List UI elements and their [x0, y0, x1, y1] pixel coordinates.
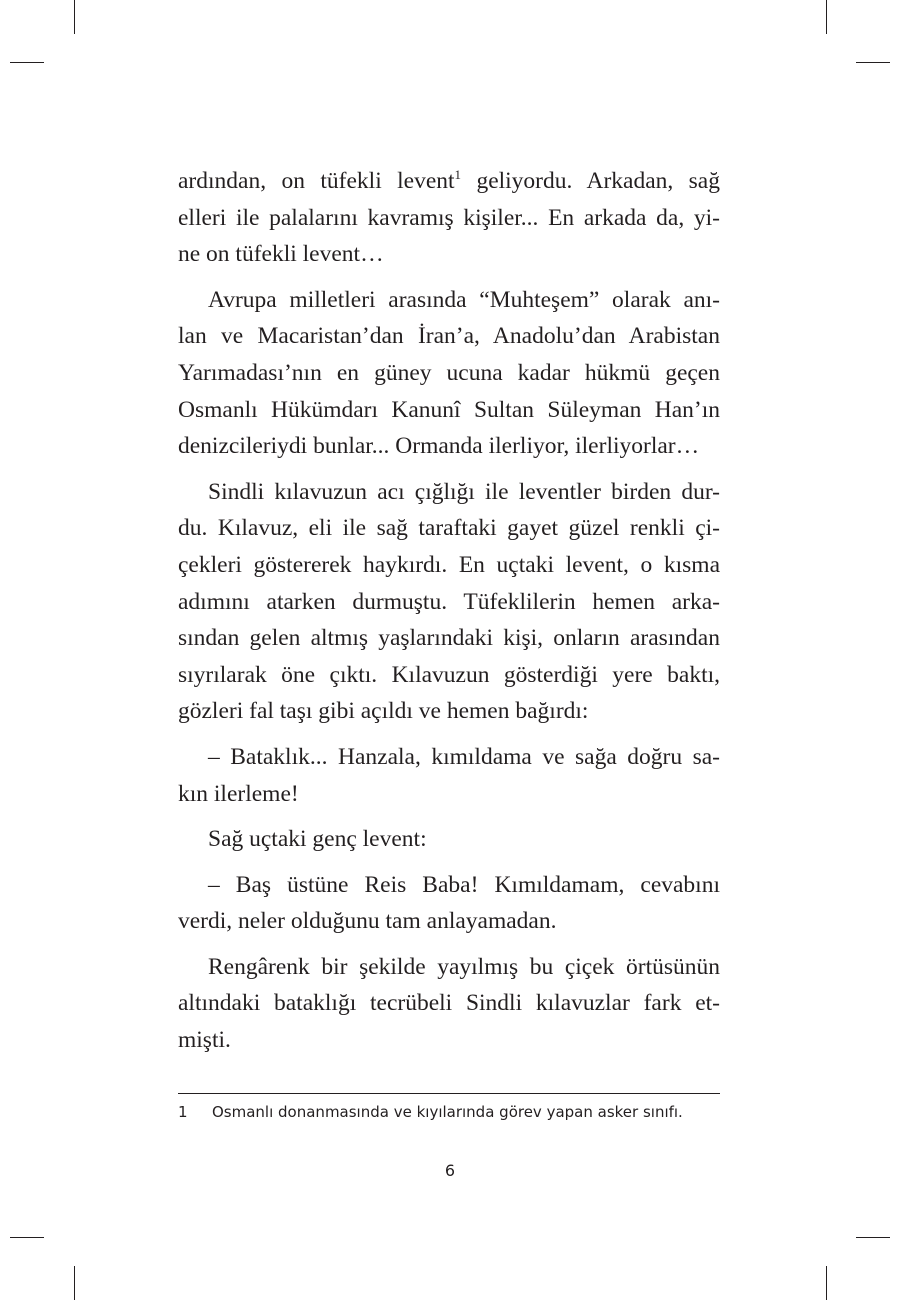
line-text: Sağ uçtaki genç levent: [208, 826, 427, 853]
text-line [178, 821, 720, 858]
footnote-text: Osmanlı donanmasında ve kıyılarında görev yapan asker sınıfı. [212, 1103, 683, 1121]
crop-mark-left-top [10, 62, 44, 63]
text-line [178, 392, 720, 429]
text-line [178, 474, 720, 511]
paragraph [178, 821, 720, 858]
line-text: çekleri göstererek haykırdı. En uçtaki levent, o kısma [178, 551, 720, 578]
text-line [178, 620, 720, 657]
crop-mark-bottom-right [826, 1266, 827, 1300]
paragraph [178, 739, 720, 812]
crop-mark-bottom-left [74, 1266, 75, 1300]
line-text: ardından, on tüfekli levent [178, 168, 455, 194]
text-line [178, 584, 720, 621]
text-line [178, 547, 720, 584]
text-line [178, 200, 720, 237]
line-text: lan ve Macaristan’dan İran’a, Anadolu’dan Arabistan [178, 323, 720, 350]
line-text: denizcileriydi bunlar... Ormanda ilerliyor, ilerliyorlar… [178, 433, 700, 460]
text-line [178, 903, 720, 940]
paragraph [178, 949, 720, 1059]
line-text: – Bataklık... Hanzala, kımıldama ve sağa doğru sa- [208, 743, 720, 770]
text-line [178, 355, 720, 392]
line-text: verdi, neler olduğunu tam anlayamadan. [178, 908, 557, 935]
footnote-divider [178, 1093, 720, 1094]
line-text: Sindli kılavuzun acı çığlığı ile leventler birden dur- [208, 478, 720, 505]
text-line [178, 949, 720, 986]
text-line [178, 867, 720, 904]
line-text: ne on tüfekli levent… [178, 241, 384, 268]
page-number: 6 [444, 1161, 456, 1180]
paragraph [178, 282, 720, 465]
line-text: adımını atarken durmuştu. Tüfeklilerin hemen arka- [178, 588, 720, 615]
line-text-tail: geliyordu. Arkadan, sağ [461, 168, 720, 194]
paragraph [178, 474, 720, 730]
text-line [178, 282, 720, 319]
text-line [178, 985, 720, 1022]
line-text: sından gelen altmış yaşlarındaki kişi, onların arasından [178, 625, 720, 652]
line-text: – Baş üstüne Reis Baba! Kımıldamam, cevabını [208, 871, 720, 898]
footnote-number: 1 [178, 1103, 188, 1121]
line-text: Rengârenk bir şekilde yayılmış bu çiçek örtüsünün [208, 953, 720, 980]
text-line [178, 657, 720, 694]
paragraph [178, 163, 720, 273]
crop-mark-top-right [826, 0, 827, 34]
footnote [178, 1101, 720, 1123]
text-line [178, 776, 720, 813]
text-line [178, 428, 720, 465]
line-text: mişti. [178, 1027, 231, 1054]
crop-mark-left-bottom [10, 1237, 44, 1238]
line-text: Yarımadası’nın en güney ucuna kadar hükmü geçen [178, 359, 720, 386]
text-line [178, 693, 720, 730]
text-line [178, 1022, 720, 1059]
footnote-reference: 1 [454, 167, 462, 182]
line-text: Osmanlı Hükümdarı Kanunî Sultan Süleyman Han’ın [178, 396, 720, 423]
line-text: gözleri fal taşı gibi açıldı ve hemen bağırdı: [178, 698, 589, 725]
text-line [178, 318, 720, 355]
crop-mark-right-bottom [856, 1237, 890, 1238]
crop-mark-top-left [74, 0, 75, 34]
line-text: du. Kılavuz, eli ile sağ taraftaki gayet güzel renkli çi- [178, 515, 720, 542]
crop-mark-right-top [856, 62, 890, 63]
text-line [178, 163, 720, 200]
line-text: kın ilerleme! [178, 780, 299, 807]
line-text: elleri ile palalarını kavramış kişiler... En arkada da, yi- [178, 204, 720, 231]
body-text [178, 163, 720, 1068]
line-text: altındaki bataklığı tecrübeli Sindli kılavuzlar fark et- [178, 990, 720, 1017]
paragraph [178, 867, 720, 940]
text-line [178, 510, 720, 547]
line-text: sıyrılarak öne çıktı. Kılavuzun gösterdiği yere baktı, [178, 661, 720, 688]
text-line [178, 236, 720, 273]
text-line [178, 739, 720, 776]
line-text: Avrupa milletleri arasında “Muhteşem” olarak anı- [208, 286, 720, 313]
